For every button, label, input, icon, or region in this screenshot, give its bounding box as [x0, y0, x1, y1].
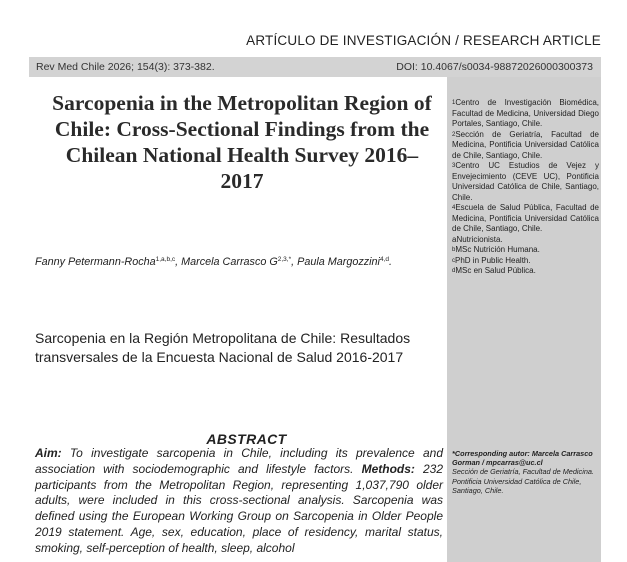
affiliation-item: $^3$Centro UC Estudios de Vejez y Envejecimiento (CEVE UC), Pontificia Universidad Católica de Chile, Santiago, Chile. [452, 161, 599, 202]
methods-label: Methods: [361, 461, 415, 476]
author-name: Paula Margozzini [297, 256, 380, 268]
abstract-body [35, 446, 443, 557]
journal-citation: Rev Med Chile 2026; 154(3): 373-382. [36, 61, 215, 73]
spanish-title: Sarcopenia en la Región Metropolitana de Chile: Resultados transversales de la Encuesta Nacional de Salud 2016-2017 [35, 330, 411, 365]
doi-link[interactable]: DOI: 10.4067/s0034-98872026000300373 [396, 61, 593, 73]
correspondence-institution: Pontificia Universidad Católica de Chile, Santiago, Chile. [452, 476, 582, 495]
methods-text: 232 participants from the Metropolitan Region, representing 1,037,790 older adults, were included in this cross-sectional analysis. Sarcopenia was defined using the European Working Group on Sarcopenia in Older People 2019 statement. Age, sex, education, place of residency, marital status, smoking, self-perception of health, sleep, alcohol [35, 461, 443, 555]
author-name: Fanny Petermann-Rocha [35, 256, 156, 268]
section-label: ARTÍCULO DE INVESTIGACIÓN / RESEARCH ARTICLE [246, 33, 601, 48]
affiliations-sidebar [447, 77, 601, 562]
correspondence-block [452, 449, 597, 495]
author-name: Marcela Carrasco G [181, 256, 278, 268]
correspondence-email[interactable]: Marcela Carrasco Gorman / mpcarras@uc.cl [452, 449, 593, 468]
citation-bar [29, 57, 601, 77]
correspondence-dept: Sección de Geriatría, Facultad de Medicina. [452, 467, 594, 477]
abstract-heading: ABSTRACT [206, 431, 287, 447]
author-list: Fanny Petermann-Rocha$^{1,a,b,c}$, Marcela Carrasco $G^{2,3,*}$, Paula Margozzini$^{4,d}$. [35, 256, 393, 268]
degree-item: $^d$MSc en Salud Pública. [452, 266, 536, 275]
affiliation-item: $^1$Centro de Investigación Biomédica, Facultad de Medicina, Universidad Diego Portales, Santiago, Chile. [452, 98, 599, 128]
aim-label: Aim: [35, 446, 62, 460]
degree-item: $^b$MSc Nutrición Humana. [452, 245, 540, 254]
affiliation-list [452, 98, 599, 277]
article-title: Sarcopenia in the Metropolitan Region of Chile: Cross-Sectional Findings from the Chilean National Health Survey 2016–2017 [52, 91, 432, 193]
correspondence-author: *Corresponding autor: Marcela Carrasco Gorman / mpcarras@uc.cl [452, 449, 593, 468]
degree-item: aNutricionista. [452, 234, 503, 244]
affiliation-item: $^2$Sección de Geriatría, Facultad de Medicina, Pontificia Universidad Católica de Chile, Santiago, Chile. [452, 129, 599, 160]
aim-text: To investigate sarcopenia in Chile, including its prevalence and association with sociodemographic and lifestyle factors. [35, 446, 443, 476]
affiliation-item: $^4$Escuela de Salud Pública, Facultad de Medicina, Pontificia Universidad Católica de Chile, Santiago, Chile. [452, 203, 599, 233]
degree-item: $^c$PhD in Public Health. [452, 255, 531, 265]
